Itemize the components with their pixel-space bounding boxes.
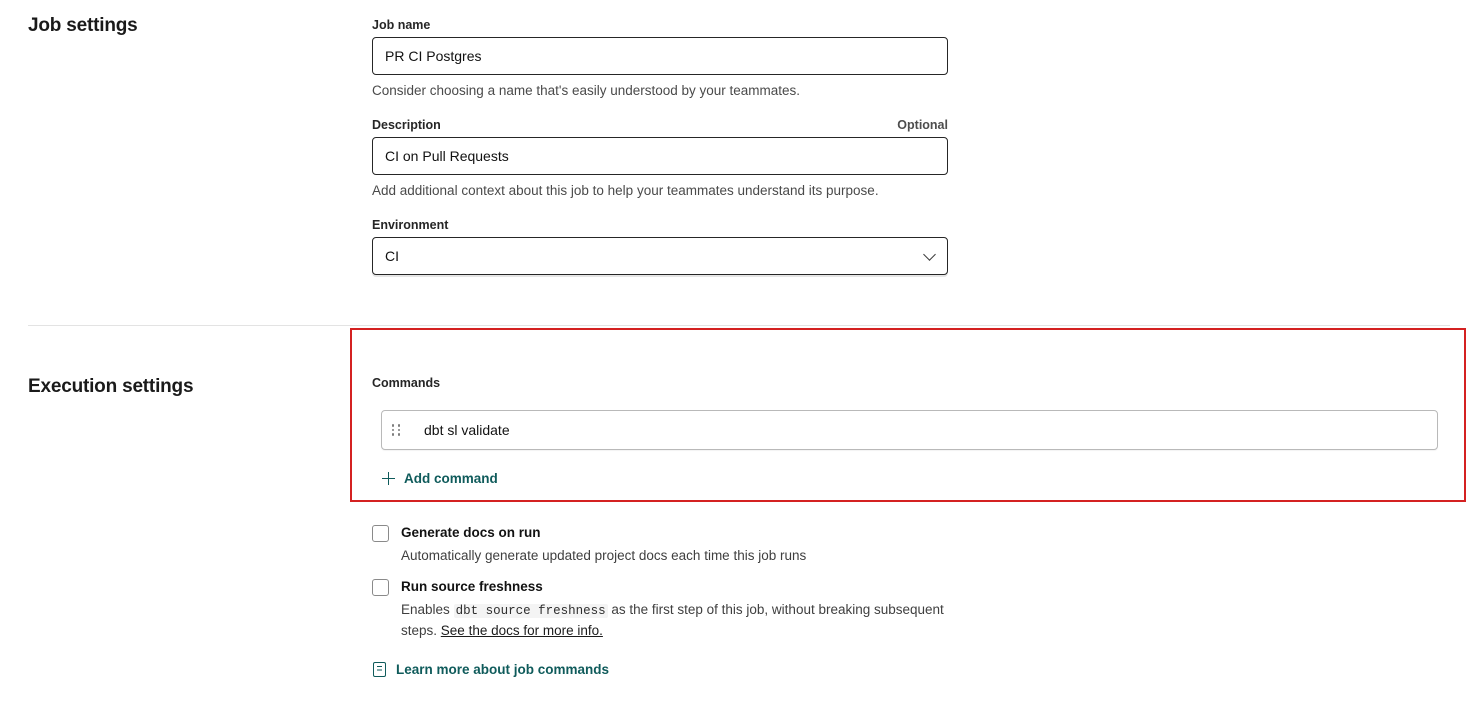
description-label-row [372,118,948,137]
description-input[interactable] [372,137,948,175]
job-name-label: Job name [372,18,431,32]
environment-label: Environment [372,218,449,232]
description-optional-tag: Optional [897,118,948,132]
description-helper: Add additional context about this job to help your teammates understand its purpose. [372,183,879,198]
source-freshness-text [401,578,946,641]
job-name-input[interactable] [372,37,948,75]
environment-select[interactable] [372,237,948,275]
source-freshness-description [401,600,946,641]
source-freshness-command-code: dbt source freshness [455,604,606,618]
source-freshness-checkbox[interactable] [372,579,389,596]
add-command-label: Add command [404,471,498,486]
section-divider [28,325,1450,326]
command-text[interactable]: dbt sl validate [424,422,510,438]
source-freshness-desc-part2: as the first step of this job, without breaking subsequent steps. [401,602,944,638]
description-field-group [372,118,948,198]
generate-docs-text [401,524,806,566]
plus-icon [382,472,395,485]
learn-more-link[interactable] [373,662,609,677]
execution-settings-heading: Execution settings [28,376,194,397]
environment-selected-value: CI [385,248,399,264]
generate-docs-description: Automatically generate updated project docs each time this job runs [401,548,807,563]
job-name-helper: Consider choosing a name that's easily understood by your teammates. [372,83,801,98]
job-settings-heading: Job settings [28,15,138,36]
drag-handle-icon[interactable] [382,424,410,436]
source-freshness-option[interactable] [372,578,946,641]
source-freshness-docs-link[interactable]: See the docs for more info. [440,623,603,638]
generate-docs-checkbox[interactable] [372,525,389,542]
source-freshness-title: Run source freshness [401,579,543,594]
environment-select-wrapper [372,237,948,275]
add-command-button[interactable] [382,471,498,486]
book-icon [373,662,386,677]
description-label: Description [372,118,441,132]
environment-field-group [372,218,948,275]
learn-more-label: Learn more about job commands [396,662,610,677]
generate-docs-title: Generate docs on run [401,525,541,540]
generate-docs-option[interactable] [372,524,806,566]
commands-label: Commands [372,376,441,390]
job-name-field-group [372,18,948,98]
source-freshness-desc-part1: Enables [401,602,450,617]
command-row[interactable] [381,410,1438,450]
